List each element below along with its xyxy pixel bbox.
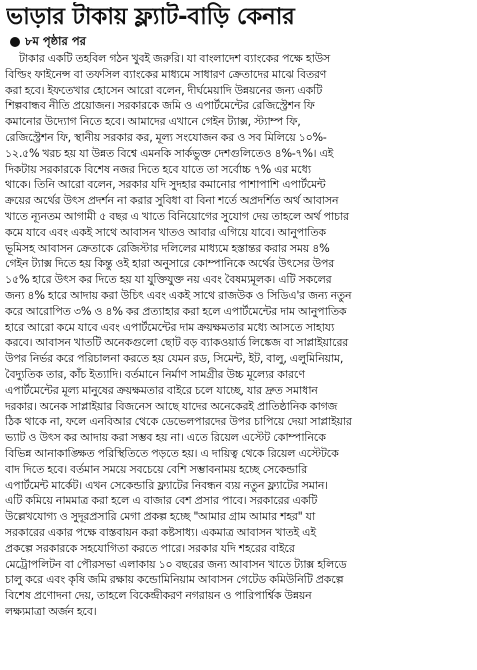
continued-from-label [10, 34, 86, 49]
headline: ভাড়ার টাকায় ফ্ল্যাট-বাড়ি কেনার [6, 4, 295, 30]
article-line: এপার্টমেন্ট মার্কেট। এখন সেকেন্ডারি ফ্ল্যাটের নিবন্ধন ব্যয় নতুন ফ্ল্যাটের সমান। [5, 478, 328, 492]
continued-from-text: ৮ম পৃষ্ঠার পর [25, 34, 86, 48]
article-line: খাতে ন্যূনতম আগামী ৫ বছর এ খাতে বিনিয়োগের সুযোগ দেয় তাহলে অর্থ পাচার [5, 209, 349, 223]
article-line: দরকার। অনেক সাপ্লাইয়ার বিজনেস আছে যাদের অনেকেরই প্রাতিষ্ঠানিক কাগজ [5, 399, 338, 413]
article-line: কমানোর উদ্যোগ নিতে হবে। আমাদের এখানে গেইন ট্যাক্স, স্ট্যাম্প ফি, [5, 115, 301, 129]
article-line: করবে। আবাসন খাতটি অনেকগুলো ছোট বড় ব্যাকওয়ার্ড লিঙ্কেজ বা সাপ্লাইয়ারের [5, 336, 349, 350]
article-line: সরকারের একার পক্ষে বাস্তবায়ন করা কষ্টসাধ্য। একমাত্র আবাসন খাতই এই [5, 525, 316, 539]
article-line: মেট্রোপলিটন বা পৌরসভা এলাকায় ১০ বছরের জন্য আবাসন খাতে ট্যাক্স হলিডে [5, 557, 347, 571]
article-line: ১২.৫% খরচ হয় যা উন্নত বিশ্বে এমনকি সার্কভুক্ত দেশগুলিতেও ৪%-৭%। এই [5, 146, 334, 160]
article-line: ১৫% হারে উৎস কর দিতে হয় যা যুক্তিযুক্ত নয় এবং বৈষম্যমূলক। এটি সকলের [5, 273, 332, 287]
article-line: রেজিস্ট্রেশন ফি, স্থানীয় সরকার কর, মূল্য সংযোজন কর ও সব মিলিয়ে ১০%- [5, 130, 327, 144]
article-line: বৈদ্যুতিক তার, কাঁচ ইত্যাদি। বর্তমানে নির্মাণ সামগ্রীর উচ্চ মূল্যের কারণে [5, 367, 305, 381]
article-line: টাকার একটি তহবিল গঠন খুবই জরুরি। যা বাংলাদেশ ব্যাংকের পক্ষে হাউস [19, 52, 331, 65]
article-line: বাদ দিতে হবে। বর্তমান সময়ে সবচেয়ে বেশি সম্ভাবনাময় হচ্ছে সেকেন্ডারি [5, 462, 308, 476]
article-line: দিকটায় সরকারকে বিশেষ নজর দিতে হবে যাতে তা সর্বোচ্চ ৭% এর মধ্যে [5, 162, 311, 176]
article-line: বিল্ডিং ফাইনেন্স বা তফসিল ব্যাংকের মাধ্যমে সাধারণ ক্রেতাদের মাঝে বিতরণ [5, 67, 327, 81]
article-line: কমে যাবে এবং একই সাথে আবাসন খাতও আবার এগিয়ে যাবে। আনুপাতিক [5, 225, 326, 239]
article-line: চালু করে এবং কৃষি জমি রক্ষায় কন্ডোমিনিয়াম আবাসন গেটেড কমিউনিটি প্রকল্পে [5, 573, 344, 587]
article-line: করা হবে। ইফতেখার হোসেন আরো বলেন, দীর্ঘমেয়াদি উন্নয়নের জন্য একটি [5, 83, 323, 97]
article-line: এটি কমিয়ে নামমাত্র করা হলে এ বাজার বেশ প্রসার পাবে। সরকারের একটি [5, 494, 318, 508]
article-line: উপর নির্ভর করে পরিচালনা করতে হয় যেমন রড, সিমেন্ট, ইট, বালু, এলুমিনিয়াম, [5, 352, 344, 366]
bullet-icon [10, 37, 20, 47]
article-line: হারে আরো কমে যাবে এবং এপার্টমেন্টের দাম ক্রয়ক্ষমতার মধ্যে আসতে সাহায্য [5, 320, 335, 334]
article-line: বিশেষ প্রণোদনা দেয়, তাহলে বিকেন্দ্রীকরণ নগরায়ন ও পারিপার্শ্বিক উন্নয়ন [5, 589, 312, 603]
article-line: লক্ষ্যমাত্রা অর্জন হবে। [5, 604, 97, 618]
article-line: প্রকল্পে সরকারকে সহযোগিতা করতে পারে। সরকার যদি শহরের বাইরে [5, 541, 295, 555]
article-line: এপার্টমেন্টের মূল্য মানুষের ক্রয়ক্ষমতার বাইরে চলে যাচ্ছে, যার দ্রুত সমাধান [5, 383, 318, 397]
article-line: শিল্পবান্ধব নীতি প্রয়োজন। সরকারকে জমি ও এপার্টমেন্টের রেজিস্ট্রেশন ফি [5, 99, 315, 113]
article-line: উল্লেখযোগ্য ও সুদূরপ্রসারি মেগা প্রকল্প হচ্ছে "আমার গ্রাম আমার শহর" যা [5, 510, 316, 524]
article-line: ভূমিসহ আবাসন ক্রেতাকে রেজিস্টার দলিলের মাধ্যমে হস্তান্তর করার সময় ৪% [5, 241, 330, 255]
article-body [5, 51, 475, 667]
article-line: বিভিন্ন আনাকাঙ্ক্ষিত পরিস্থিতিতে পড়তে হয়। এ দায়িত্ব থেকে রিয়েল এস্টেটকে [5, 446, 339, 460]
article-line: গেইন ট্যাক্স দিতে হয় কিন্তু ওই হারা অনুসারে কোম্পানিকে অর্থের উৎসের উপর [5, 257, 335, 271]
article-line: ক্রয়ের অর্থের উৎস প্রদর্শন না করার সুবিধা বা বিনা শর্তে অপ্রদর্শিত অর্থ আবাসন [5, 194, 339, 208]
article-line: করে আরোপিত ৩% ও ৪% কর প্রত্যাহার করা হলে এপার্টমেন্টের দাম আনুপাতিক [5, 304, 347, 318]
article-line: থাকে। তিনি আরো বলেন, সরকার যদি সুদহার কমানোর পাশাপাশি এপার্টমেন্ট [5, 178, 326, 192]
article-line: ভ্যাট ও উৎস কর আদায় করা সম্ভব হয় না। এতে রিয়েল এস্টেট কোম্পানিকে [5, 431, 326, 445]
article-line: জন্য ৪% হারে আদায় করা উচিৎ এবং একই সাথে রাজউক ও সিডিএ'র জন্য নতুন [5, 288, 352, 302]
article-line: ঠিক থাকে না, ফলে এনবিআর থেকে ডেভেলপারদের উপর চাপিয়ে দেয়া সাপ্লাইয়ার [5, 415, 352, 429]
